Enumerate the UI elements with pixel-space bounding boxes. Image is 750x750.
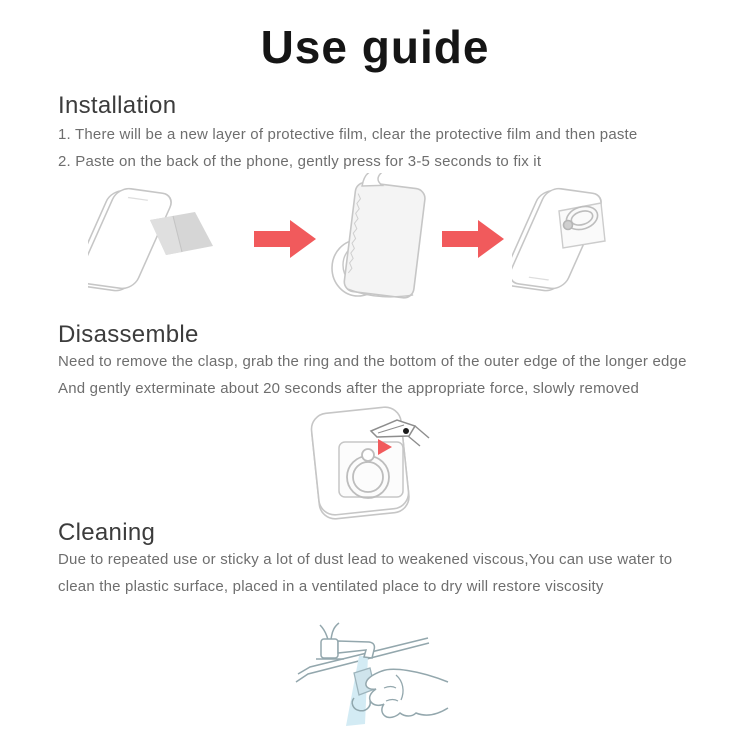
disassemble-line-1: Need to remove the clasp, grab the ring and the bottom of the outer edge of the longer edge [58, 353, 687, 370]
arrow-right-icon [442, 217, 506, 261]
page-title: Use guide [260, 21, 490, 73]
cleaning-line-1: Due to repeated use or sticky a lot of dust lead to weakened viscous,You can use water to [58, 551, 673, 568]
cleaning-line-2: clean the plastic surface, placed in a ventilated place to dry will restore viscosity [58, 578, 604, 595]
disassemble-line-2: And gently exterminate about 20 seconds after the appropriate force, slowly removed [58, 380, 640, 397]
phone-with-ring-illustration [512, 173, 662, 305]
film-curl [362, 173, 384, 188]
installation-heading: Installation [58, 92, 177, 119]
installation-illustration-row [0, 172, 750, 306]
protective-film [150, 212, 213, 255]
faucet [316, 623, 374, 659]
ring-holder-peel-illustration [324, 173, 436, 305]
installation-step-2: 2. Paste on the back of the phone, gently press for 3-5 seconds to fix it [58, 153, 542, 170]
cleaning-heading: Cleaning [58, 519, 156, 546]
faucet-wash-illustration [288, 612, 453, 738]
hand [366, 669, 448, 717]
disassemble-heading: Disassemble [58, 321, 199, 348]
installation-step-1: 1. There will be a new layer of protective film, clear the protective film and then paste [58, 126, 638, 143]
disassemble-illustration [279, 400, 479, 525]
phone-with-film-illustration [88, 173, 248, 305]
arrow-right-icon [254, 217, 318, 261]
